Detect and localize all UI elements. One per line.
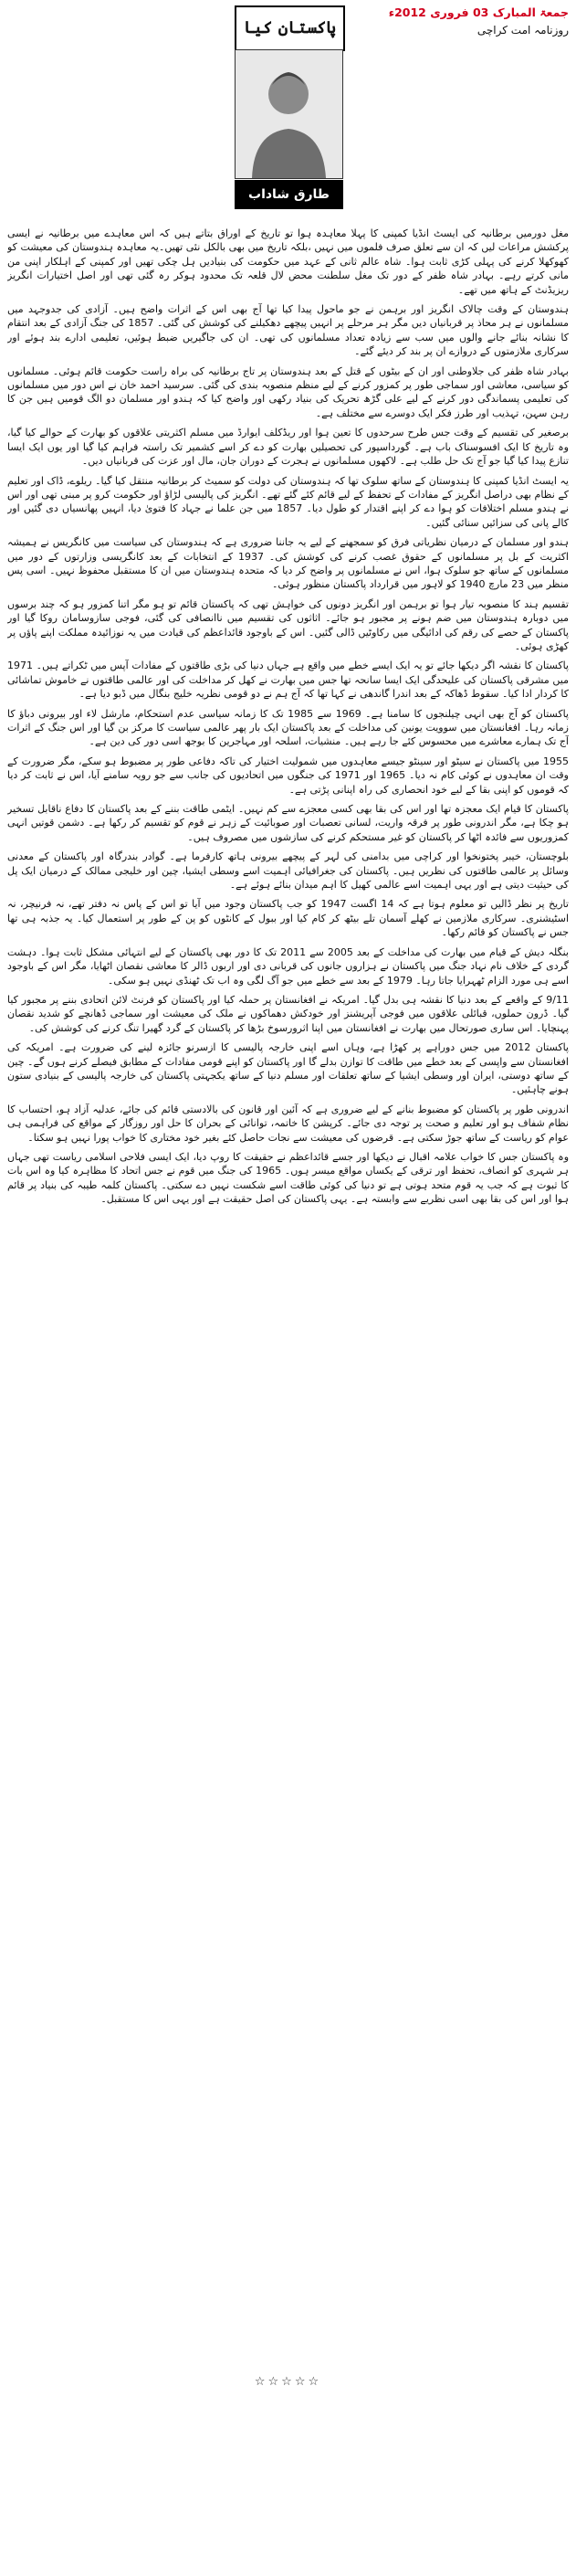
article-paragraph: تاریخ پر نظر ڈالیں تو معلوم ہوتا ہے کہ 14 اگست 1947 کو جب پاکستان وجود میں آیا تو اس کے پاس نہ دفتر تھے، نہ فرنیچر، نہ اسٹیشنری۔ سرکاری ملازمین نے کھلے آسمان تلے بیٹھ کر کام کیا اور ببول کے کانٹوں کو پن کے طور پر استعمال کیا۔ یہ جذبہ ہی تھا جس نے پاکستان کو قائم رکھا۔ xyxy=(7,898,569,939)
article-body xyxy=(7,227,569,2328)
author-photo-icon xyxy=(236,50,342,178)
end-stars: ☆☆☆☆☆ xyxy=(254,2375,322,2389)
article-paragraph: 1955 میں پاکستان نے سیٹو اور سینٹو جیسے معاہدوں میں شمولیت اختیار کی تاکہ دفاعی طور پر مضبوط ہو سکے، مگر ضرورت کے وقت ان معاہدوں نے کوئی کام نہ دیا۔ 1965 اور 1971 کی جنگوں میں اتحادیوں کی جانب سے جو رویہ سامنے آیا، اس نے ثابت کر دیا کہ قوموں کو اپنی بقا کے لیے خود انحصاری کی راہ اپنانی پڑتی ہے۔ xyxy=(7,755,569,796)
article-paragraph: پاکستان کو آج بھی انہی چیلنجوں کا سامنا ہے۔ 1969 سے 1985 تک کا زمانہ سیاسی عدم استحکام، مارشل لاء اور بیرونی دباؤ کا زمانہ رہا۔ افغانستان میں سوویت یونین کی مداخلت کے بعد پاکستان ایک بار پھر عالمی سیاست کا مرکز بن گیا اور اس جنگ کے اثرات آج تک ہمارے معاشرے میں محسوس کئے جا رہے ہیں۔ منشیات، اسلحہ اور مہاجرین کا بوجھ اسی دور کی دین ہے۔ xyxy=(7,707,569,748)
author-name: طارق شاداب xyxy=(235,180,343,209)
author-photo xyxy=(235,49,343,179)
article-paragraph: بنگلہ دیش کے قیام میں بھارت کی مداخلت کے بعد 2005 سے 2011 تک کا دور بھی پاکستان کے لیے انتہائی مشکل ثابت ہوا۔ دہشت گردی کے خلاف نام نہاد جنگ میں پاکستان نے ہزاروں جانوں کی قربانی دی اور اربوں ڈالر کا معاشی نقصان اٹھایا، مگر اس کے باوجود اسے ہی مورد الزام ٹھہرایا جاتا رہا۔ 1979 کے بعد سے خطے میں جو آگ لگی وہ اب تک ٹھنڈی نہیں ہو سکی۔ xyxy=(7,945,569,987)
article-paragraph: برصغیر کی تقسیم کے وقت جس طرح سرحدوں کا تعین ہوا اور ریڈکلف ایوارڈ میں مسلم اکثریتی علاقوں کو بھارت کے حوالے کیا گیا، وہ تاریخ کا ایک افسوسناک باب ہے۔ گورداسپور کی تحصیلیں بھارت کو دے کر اسے کشمیر تک راستہ فراہم کیا گیا اور یوں ایک ایسا تنازع پیدا کیا گیا جو آج تک حل طلب ہے۔ لاکھوں مسلمانوں نے ہجرت کے دوران جان، مال اور عزت کی قربانیاں دیں۔ xyxy=(7,427,569,468)
article-paragraph: ہندوستان کے وقت چالاک انگریز اور برہمن نے جو ماحول پیدا کیا تھا آج بھی اس کے اثرات واضح ہیں۔ آزادی کی جدوجہد میں مسلمانوں نے ہر محاذ پر قربانیاں دیں مگر ہر مرحلے پر انہیں پیچھے دھکیلنے کی کوشش کی گئی۔ 1857 کی جنگ آزادی کے بعد انتقام کا نشانہ بنائے جانے والوں میں سب سے زیادہ تعداد مسلمانوں کی تھی۔ ان کی جاگیریں ضبط ہوئیں، تعلیمی ادارے بند ہوئے اور سرکاری ملازمتوں کے دروازے ان پر بند کر دیئے گئے۔ xyxy=(7,303,569,358)
publication-date: جمعۃ المبارک 03 فروری 2012ء xyxy=(388,5,569,19)
article-paragraph: وہ پاکستان جس کا خواب علامہ اقبال نے دیکھا اور جسے قائداعظم نے حقیقت کا روپ دیا، ایک ایسی فلاحی اسلامی ریاست تھی جہاں ہر شہری کو انصاف، تحفظ اور ترقی کے یکساں مواقع میسر ہوں۔ 1965 کی جنگ میں قوم نے جس اتحاد کا مظاہرہ کیا وہ اس بات کا ثبوت ہے کہ جب یہ قوم متحد ہوتی ہے تو دنیا کی کوئی طاقت اسے شکست نہیں دے سکتی۔ پاکستان کلمہ طیبہ کی بنیاد پر قائم ہوا اور اس کی بقا بھی اسی نظریے سے وابستہ ہے۔ یہی پاکستان کی اصل حقیقت ہے اور یہی اس کا مستقبل۔ xyxy=(7,1150,569,1206)
article-paragraph: ہندو اور مسلمان کے درمیان نظریاتی فرق کو سمجھنے کے لیے یہ جاننا ضروری ہے کہ ہندوستان کی سیاست میں کانگریس نے ہمیشہ اکثریت کے بل پر مسلمانوں کے حقوق غصب کرنے کی کوشش کی۔ 1937 کے انتخابات کے بعد کانگریسی وزارتوں کے دور میں مسلمانوں کے ساتھ جو سلوک ہوا، اس نے مسلمانوں پر واضح کر دیا کہ متحدہ ہندوستان میں ان کا مستقبل محفوظ نہیں۔ اسی پس منظر میں 23 مارچ 1940 کو لاہور میں قرارداد پاکستان منظور ہوئی۔ xyxy=(7,536,569,591)
article-paragraph: پاکستان کا قیام ایک معجزہ تھا اور اس کی بقا بھی کسی معجزے سے کم نہیں۔ ایٹمی طاقت بننے کے بعد پاکستان کا دفاع ناقابل تسخیر ہو چکا ہے، مگر اندرونی طور پر فرقہ واریت، لسانی تعصبات اور صوبائیت کے زہر نے قوم کو تقسیم کر رکھا ہے۔ دشمن قوتیں انہی کمزوریوں سے فائدہ اٹھا کر پاکستان کو غیر مستحکم کرنے کی سازشوں میں مصروف ہیں۔ xyxy=(7,803,569,843)
article-paragraph: پاکستان کا نقشہ اگر دیکھا جائے تو یہ ایک ایسے خطے میں واقع ہے جہاں دنیا کی بڑی طاقتوں کے مفادات آپس میں ٹکراتے ہیں۔ 1971 میں مشرقی پاکستان کی علیحدگی ایک ایسا سانحہ تھا جس میں بھارت نے کھل کر مداخلت کی اور عالمی طاقتوں نے خاموش تماشائی کا کردار ادا کیا۔ سقوط ڈھاکہ کے بعد اندرا گاندھی نے کہا تھا کہ آج ہم نے دو قومی نظریہ خلیج بنگال میں ڈبو دیا ہے۔ xyxy=(7,660,569,701)
article-paragraph: یہ ایسٹ انڈیا کمپنی کا ہندوستان کے ساتھ سلوک تھا کہ ہندوستان کی دولت کو سمیٹ کر برطانیہ منتقل کیا گیا۔ ریلوے، ڈاک اور تعلیم کے نظام بھی دراصل انگریز کے مفادات کے تحفظ کے لیے قائم کئے گئے تھے۔ انگریز کی پالیسی لڑاؤ اور حکومت کرو پر مبنی تھی اور اس نے ہندو مسلم اختلافات کو ہوا دے کر اپنے اقتدار کو طول دیا۔ 1857 میں جن علما نے جہاد کا فتویٰ دیا، انہیں پھانسیاں دی گئیں اور کالے پانی کی سزائیں سنائی گئیں۔ xyxy=(7,474,569,529)
article-paragraph: 9/11 کے واقعے کے بعد دنیا کا نقشہ ہی بدل گیا۔ امریکہ نے افغانستان پر حملہ کیا اور پاکستان کو فرنٹ لائن اتحادی بننے پر مجبور کیا گیا۔ ڈرون حملوں، قبائلی علاقوں میں فوجی آپریشنز اور خودکش دھماکوں نے ملک کی معیشت اور سماجی ڈھانچے کو شدید نقصان پہنچایا۔ اس ساری صورتحال میں بھارت نے افغانستان میں اپنا اثرورسوخ بڑھا کر پاکستان کے گرد گھیرا تنگ کرنے کی کوشش کی۔ xyxy=(7,993,569,1034)
article-title: پاکستان کیا xyxy=(235,5,345,51)
article-paragraph: پاکستان 2012 میں جس دوراہے پر کھڑا ہے، وہاں اسے اپنی خارجہ پالیسی کا ازسرنو جائزہ لینے کی ضرورت ہے۔ امریکہ کی افغانستان سے واپسی کے بعد خطے میں طاقت کا توازن بدلے گا اور پاکستان کو اپنے قومی مفادات کے مطابق فیصلے کرنے ہوں گے۔ چین کے ساتھ دوستی، ایران اور وسطی ایشیا کے ساتھ تعلقات اور مسلم دنیا کے ساتھ یکجہتی پاکستان کی خارجہ پالیسی کے بنیادی ستون ہونے چاہئیں۔ xyxy=(7,1041,569,1096)
newspaper-name: روزنامہ امت کراچی xyxy=(477,24,569,37)
article-paragraph: بلوچستان، خیبر پختونخوا اور کراچی میں بدامنی کی لہر کے پیچھے بیرونی ہاتھ کارفرما ہے۔ گوادر بندرگاہ اور پاکستان کے معدنی وسائل پر عالمی طاقتوں کی نظریں ہیں۔ پاکستان کی جغرافیائی اہمیت اسے وسطی ایشیا، چین اور خلیجی ممالک کے درمیان ایک پل کی حیثیت دیتی ہے اور یہی اہمیت اسے عالمی کھیل کا اہم میدان بنائے ہوئے ہے۔ xyxy=(7,850,569,892)
article-paragraph: مغل دورمیں برطانیہ کی ایسٹ انڈیا کمپنی کا پہلا معاہدہ ہوا تو تاریخ کے اوراق بتاتے ہیں کہ اس معاہدے میں برطانیہ نے ایسی پرکشش مراعات لیں کہ ان سے تعلق صرف فلموں میں نہیں ،بلکہ تاریخ میں بھی بالکل نئی تھیں۔یہ معاہدہ ہندوستان کی معیشت کو کھوکھلا کرنے کی پہلی کڑی ثابت ہوا۔ شاہ عالم ثانی کے عہد میں حکومت کی بنیادیں ہل چکی تھیں اور کمپنی کے اہلکار اپنی من مانی کرتے رہے۔ بہادر شاہ ظفر کے دور تک مغل سلطنت محض لال قلعہ تک محدود ہوکر رہ گئی تھی اور اصل اختیارات انگریز ریزیڈنٹ کے ہاتھ میں تھے۔ xyxy=(7,227,569,296)
article-paragraph: اندرونی طور پر پاکستان کو مضبوط بنانے کے لیے ضروری ہے کہ آئین اور قانون کی بالادستی قائم کی جائے، عدلیہ آزاد ہو، احتساب کا نظام شفاف ہو اور تعلیم و صحت پر توجہ دی جائے۔ کرپشن کا خاتمہ، توانائی کے بحران کا حل اور روزگار کے مواقع کی فراہمی ہی عوام کو ریاست کے ساتھ جوڑ سکتی ہے۔ قرضوں کی معیشت سے نجات حاصل کئے بغیر خود مختاری کا خواب پورا نہیں ہو سکتا۔ xyxy=(7,1103,569,1144)
article-paragraph: تقسیم ہند کا منصوبہ تیار ہوا تو برہمن اور انگریز دونوں کی خواہش تھی کہ پاکستان قائم تو ہو مگر اتنا کمزور ہو کہ چند برسوں میں دوبارہ ہندوستان میں ضم ہونے پر مجبور ہو جائے۔ اثاثوں کی تقسیم میں ناانصافی کی گئی، فوجی سازوسامان روکا گیا اور پاکستان کے حصے کی رقم کی ادائیگی میں رکاوٹیں ڈالی گئیں۔ اس کے باوجود قائداعظم کی قیادت میں یہ نوزائیدہ مملکت اپنے پاؤں پر کھڑی ہوئی۔ xyxy=(7,597,569,652)
article-paragraph: بہادر شاہ ظفر کی جلاوطنی اور ان کے بیٹوں کے قتل کے بعد ہندوستان پر تاج برطانیہ کی براہ راست حکومت قائم ہوئی۔ مسلمانوں کو سیاسی، معاشی اور سماجی طور پر کمزور کرنے کے لیے منظم منصوبہ بندی کی گئی۔ سرسید احمد خان نے اس دور میں مسلمانوں کی تعلیمی پسماندگی دور کرنے کے لیے علی گڑھ تحریک کی بنیاد رکھی اور واضح کیا کہ ہندو اور مسلمان دو الگ قومیں ہیں جن کا رہن سہن، تہذیب اور طرز فکر ایک دوسرے سے مختلف ہے۔ xyxy=(7,364,569,419)
